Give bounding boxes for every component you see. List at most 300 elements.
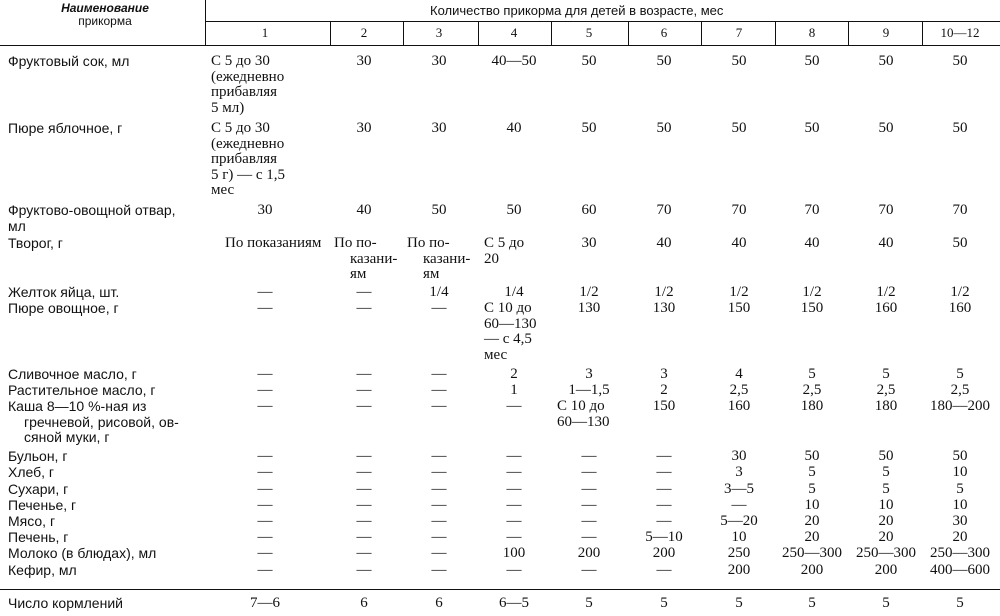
table-cell xyxy=(772,121,852,137)
table-cell-line: — xyxy=(257,448,273,464)
table-cell xyxy=(549,54,629,70)
table-cell-line: 2 xyxy=(510,366,518,382)
table-cell-line: 250—300 xyxy=(782,545,842,561)
table-cell xyxy=(225,465,305,481)
table-cell xyxy=(846,236,926,252)
table-cell-line: 3—5 xyxy=(724,481,754,497)
table-cell-line: — xyxy=(257,529,273,545)
table-cell xyxy=(920,367,1000,383)
table-cell xyxy=(399,530,479,546)
table-cell xyxy=(624,203,704,219)
footer-label: Число кормлений xyxy=(8,595,123,611)
table-cell-line: 50 xyxy=(804,53,820,69)
table-cell-line: 50 xyxy=(952,448,968,464)
table-cell xyxy=(920,482,1000,498)
table-cell xyxy=(225,449,305,465)
table-cell xyxy=(324,367,404,383)
table-cell xyxy=(549,498,629,514)
table-cell xyxy=(699,285,779,301)
table-cell xyxy=(549,203,629,219)
table-cell xyxy=(699,498,779,514)
table-cell-line: 50 xyxy=(656,120,672,136)
table-cell xyxy=(624,563,704,579)
table-cell xyxy=(920,449,1000,465)
table-cell-line: 150 xyxy=(727,300,751,316)
table-cell-line: — xyxy=(581,529,597,545)
table-cell xyxy=(772,546,852,562)
row-label xyxy=(8,203,176,234)
age-column-divider xyxy=(551,21,552,45)
table-cell-line: 20 xyxy=(878,513,894,529)
table-cell-line: 100 xyxy=(502,545,526,561)
table-cell xyxy=(920,121,1000,137)
column-header-name-line1: Наименование xyxy=(61,1,149,15)
age-column-header: 5 xyxy=(585,25,593,40)
row-label-line: Желток яйца, шт. xyxy=(8,284,120,300)
table-cell xyxy=(549,465,629,481)
table-cell-line: — xyxy=(257,497,273,513)
table-cell xyxy=(920,514,1000,530)
table-cell-line: 20 xyxy=(804,529,820,545)
table-cell xyxy=(225,546,305,562)
table-cell xyxy=(846,367,926,383)
table-cell-line: — xyxy=(506,497,522,513)
table-cell xyxy=(324,399,404,415)
table-cell xyxy=(557,399,610,430)
table-cell-line: 2,5 xyxy=(802,382,822,398)
table-cell xyxy=(399,482,479,498)
table-cell-line: 5 xyxy=(882,464,890,480)
table-cell-line: ям xyxy=(350,266,367,282)
row-label-line: Мясо, г xyxy=(8,513,56,529)
table-cell-line: — xyxy=(431,497,447,513)
table-cell xyxy=(324,383,404,399)
table-cell xyxy=(324,285,404,301)
table-cell-line: — xyxy=(506,562,522,578)
table-cell-line: прибавляя xyxy=(211,84,278,100)
table-cell-line: — xyxy=(656,562,672,578)
table-cell xyxy=(225,482,305,498)
table-cell xyxy=(399,203,479,219)
table-cell-line: 130 xyxy=(577,300,601,316)
table-cell xyxy=(225,235,322,252)
table-cell xyxy=(624,301,704,317)
table-cell-line: 160 xyxy=(727,398,751,414)
table-cell-line: 40 xyxy=(804,235,820,251)
table-cell-line: 1/2 xyxy=(950,284,970,300)
table-cell-line: 180 xyxy=(800,398,824,414)
table-cell-line: — xyxy=(257,464,273,480)
table-cell xyxy=(772,563,852,579)
table-cell xyxy=(399,383,479,399)
table-cell-line: — xyxy=(431,529,447,545)
table-cell xyxy=(474,482,554,498)
table-cell xyxy=(920,546,1000,562)
table-cell-line: — xyxy=(581,481,597,497)
table-cell xyxy=(324,203,404,219)
table-cell-line: 60—130 xyxy=(484,315,537,332)
table-cell xyxy=(846,465,926,481)
table-cell-line: 50 xyxy=(878,120,894,136)
row-label xyxy=(8,383,156,399)
table-cell-line: — xyxy=(581,497,597,513)
table-cell-line: — xyxy=(356,284,372,300)
table-cell xyxy=(399,449,479,465)
table-cell-line: — xyxy=(257,284,273,300)
table-cell-line: 50 xyxy=(804,448,820,464)
table-cell-line: — xyxy=(506,398,522,414)
table-cell xyxy=(474,383,554,399)
table-cell-line: — xyxy=(506,464,522,480)
table-cell xyxy=(324,54,404,70)
table-cell-line: 5 xyxy=(882,481,890,497)
table-cell xyxy=(699,449,779,465)
table-cell xyxy=(920,54,1000,70)
table-cell xyxy=(699,399,779,415)
age-column-header: 7 xyxy=(735,25,743,40)
age-column-divider xyxy=(628,21,629,45)
table-cell-line: 10 xyxy=(878,497,894,513)
table-cell-line: — xyxy=(257,513,273,529)
age-column-divider xyxy=(848,21,849,45)
table-cell-line: 200 xyxy=(652,545,676,561)
age-column-header: 3 xyxy=(435,25,443,40)
table-cell-line: 50 xyxy=(731,120,747,136)
row-label-line: Бульон, г xyxy=(8,448,68,464)
table-cell xyxy=(225,367,305,383)
table-cell xyxy=(324,498,404,514)
table-cell xyxy=(699,465,779,481)
table-cell xyxy=(484,301,537,363)
footer-cell: 5 xyxy=(585,595,593,611)
row-label-line: сяной муки, г xyxy=(24,429,110,445)
table-cell-line: — xyxy=(257,481,273,497)
table-cell xyxy=(624,482,704,498)
table-cell-line: 40 xyxy=(878,235,894,251)
footer-cell: 6 xyxy=(435,595,443,611)
table-cell-line: — xyxy=(257,398,273,414)
table-cell-line: 50 xyxy=(804,120,820,136)
table-cell-line: 200 xyxy=(800,562,824,578)
table-cell-line: 30 xyxy=(431,120,447,136)
table-cell xyxy=(624,121,704,137)
table-cell xyxy=(324,482,404,498)
table-cell-line: 40—50 xyxy=(491,53,537,69)
table-cell-line: прибавляя xyxy=(211,151,278,167)
table-cell-line: ям xyxy=(423,266,440,282)
table-cell-line: — xyxy=(581,448,597,464)
table-cell xyxy=(549,285,629,301)
table-cell xyxy=(484,236,524,267)
table-cell-line: 3 xyxy=(735,464,743,480)
table-cell-line: — xyxy=(356,300,372,316)
table-cell-line: 50 xyxy=(952,53,968,69)
table-cell-line: 10 xyxy=(952,464,968,480)
table-cell xyxy=(399,465,479,481)
table-cell-line: — xyxy=(356,398,372,414)
age-column-divider xyxy=(701,21,702,45)
table-cell xyxy=(920,236,1000,252)
table-cell xyxy=(846,285,926,301)
table-cell-line: 250—300 xyxy=(856,545,916,561)
row-label-line: Кефир, мл xyxy=(8,562,77,578)
table-cell-line: — xyxy=(581,513,597,529)
table-cell xyxy=(920,530,1000,546)
table-cell-line: — xyxy=(431,382,447,398)
table-cell-line: 250—300 xyxy=(930,545,990,561)
table-cell-line: — xyxy=(257,562,273,578)
table-cell-line: С 5 до xyxy=(484,235,525,251)
table-cell xyxy=(324,563,404,579)
table-cell-line: — xyxy=(431,448,447,464)
table-cell-line: 50 xyxy=(431,202,447,218)
table-cell-line: 60 xyxy=(581,202,597,218)
row-label xyxy=(8,514,55,530)
age-column-header: 9 xyxy=(882,25,890,40)
table-cell-line: — xyxy=(581,562,597,578)
footer-cell: 5 xyxy=(808,595,816,611)
row-label xyxy=(8,236,63,252)
table-cell-line: 50 xyxy=(656,53,672,69)
table-cell xyxy=(772,383,852,399)
table-cell xyxy=(699,563,779,579)
table-cell-line: 5—20 xyxy=(720,513,758,529)
table-cell xyxy=(624,514,704,530)
table-cell-line: 70 xyxy=(804,202,820,218)
table-cell xyxy=(324,449,404,465)
table-cell-line: — xyxy=(356,545,372,561)
footer-cell: 6—5 xyxy=(499,595,529,611)
table-cell xyxy=(846,498,926,514)
table-cell xyxy=(846,301,926,317)
table-cell xyxy=(846,514,926,530)
table-cell-line: 10 xyxy=(731,529,747,545)
table-cell-line: — xyxy=(431,545,447,561)
table-cell-line: 30 xyxy=(356,53,372,69)
table-cell xyxy=(399,563,479,579)
table-cell xyxy=(549,482,629,498)
age-column-divider xyxy=(330,21,331,45)
table-cell xyxy=(407,236,470,283)
row-label xyxy=(8,465,54,481)
table-cell-line: — xyxy=(506,448,522,464)
table-cell-line: — с 4,5 xyxy=(484,331,532,347)
table-cell xyxy=(399,121,479,137)
table-cell-line: — xyxy=(506,529,522,545)
table-cell xyxy=(324,465,404,481)
row-label xyxy=(8,399,179,446)
table-cell-line: 10 xyxy=(804,497,820,513)
table-cell-line: 20 xyxy=(878,529,894,545)
header-bottom-rule xyxy=(0,45,1000,46)
table-cell xyxy=(549,236,629,252)
table-cell-line: 1/2 xyxy=(579,284,599,300)
table-cell xyxy=(846,399,926,415)
table-cell xyxy=(772,203,852,219)
table-cell-line: 160 xyxy=(948,300,972,316)
table-cell-line: 2 xyxy=(660,382,668,398)
table-cell xyxy=(772,449,852,465)
table-cell-line: — xyxy=(431,366,447,382)
table-cell xyxy=(846,482,926,498)
table-cell-line: (ежедневно xyxy=(211,135,285,152)
table-cell xyxy=(474,285,554,301)
column-header-name-line2: прикорма xyxy=(78,14,132,28)
table-cell xyxy=(920,285,1000,301)
table-cell xyxy=(699,301,779,317)
table-cell xyxy=(772,399,852,415)
table-cell-line: 50 xyxy=(581,120,597,136)
row-label xyxy=(8,301,119,317)
row-label xyxy=(8,530,68,546)
table-cell xyxy=(699,546,779,562)
table-cell xyxy=(211,121,285,199)
table-cell-line: С 10 до xyxy=(557,398,605,414)
table-cell xyxy=(920,383,1000,399)
age-column-header: 8 xyxy=(808,25,816,40)
table-cell xyxy=(920,301,1000,317)
table-cell xyxy=(399,54,479,70)
footer-cell: 5 xyxy=(735,595,743,611)
table-cell-line: 5 xyxy=(808,464,816,480)
row-label-line: Печень, г xyxy=(8,529,69,545)
age-column-divider xyxy=(922,21,923,45)
table-cell-line: С 5 до 30 xyxy=(211,53,270,69)
column-header-name xyxy=(40,2,170,28)
table-cell xyxy=(211,54,284,116)
table-cell xyxy=(699,367,779,383)
table-cell xyxy=(699,236,779,252)
table-cell-line: — xyxy=(356,448,372,464)
table-cell-line: 200 xyxy=(727,562,751,578)
table-cell-line: 50 xyxy=(878,448,894,464)
table-cell-line: 200 xyxy=(874,562,898,578)
table-cell xyxy=(846,546,926,562)
table-cell-line: — xyxy=(431,398,447,414)
table-cell xyxy=(549,367,629,383)
row-label xyxy=(8,367,137,383)
table-cell-line: 20 xyxy=(804,513,820,529)
table-cell-line: 2,5 xyxy=(729,382,749,398)
table-cell-line: 150 xyxy=(652,398,676,414)
table-cell xyxy=(624,465,704,481)
table-cell-line: 5 xyxy=(808,366,816,382)
footer-cell: 5 xyxy=(660,595,668,611)
table-cell-line: 1/2 xyxy=(654,284,674,300)
footer-cell: 6 xyxy=(360,595,368,611)
table-cell-line: 50 xyxy=(952,120,968,136)
row-label-line: Печенье, г xyxy=(8,497,77,513)
table-cell-line: мес xyxy=(211,182,235,198)
table-cell-line: — xyxy=(656,513,672,529)
column-header-title: Количество прикорма для детей в возрасте, мес xyxy=(430,3,724,18)
row-label-line: Пюре овощное, г xyxy=(8,300,119,316)
age-column-divider xyxy=(478,21,479,45)
table-cell xyxy=(624,285,704,301)
table-cell-line: 20 xyxy=(952,529,968,545)
table-cell-line: — xyxy=(431,562,447,578)
table-cell-line: — xyxy=(257,545,273,561)
table-cell-line: — xyxy=(431,464,447,480)
table-cell-line: — xyxy=(656,448,672,464)
table-cell-line: 30 xyxy=(431,53,447,69)
row-label xyxy=(8,482,68,498)
table-cell-line: 5 мл) xyxy=(211,99,245,116)
table-cell-line: 50 xyxy=(506,202,522,218)
table-cell-line: — xyxy=(356,497,372,513)
table-cell-line: 70 xyxy=(952,202,968,218)
table-cell xyxy=(772,301,852,317)
table-cell xyxy=(474,530,554,546)
table-cell-line: 5 xyxy=(956,481,964,497)
table-cell xyxy=(225,383,305,399)
table-cell-line: мес xyxy=(484,346,508,363)
table-cell xyxy=(624,546,704,562)
table-cell xyxy=(225,203,305,219)
table-cell-line: 200 xyxy=(577,545,601,561)
age-column-header: 6 xyxy=(660,25,668,40)
table-cell xyxy=(549,121,629,137)
footer-cell: 5 xyxy=(956,595,964,611)
table-cell-line: 50 xyxy=(581,53,597,69)
table-cell xyxy=(225,530,305,546)
table-cell-line: По по- xyxy=(407,235,450,251)
table-cell-line: 70 xyxy=(878,202,894,218)
table-cell-line: 1/2 xyxy=(729,284,749,300)
table-cell xyxy=(699,514,779,530)
table-cell-line: По по- xyxy=(334,235,377,251)
table-cell xyxy=(474,399,554,415)
table-cell-line: — xyxy=(356,464,372,480)
table-cell xyxy=(225,399,305,415)
table-cell xyxy=(920,465,1000,481)
table-cell-line: 3 xyxy=(585,366,593,382)
table-cell xyxy=(225,285,305,301)
table-cell xyxy=(225,498,305,514)
table-cell xyxy=(474,546,554,562)
table-cell xyxy=(324,514,404,530)
table-cell xyxy=(846,203,926,219)
table-cell xyxy=(474,514,554,530)
age-column-header: 4 xyxy=(510,25,518,40)
table-cell-line: — xyxy=(356,382,372,398)
table-cell xyxy=(772,54,852,70)
table-cell xyxy=(399,367,479,383)
table-cell-line: 5 xyxy=(882,366,890,382)
table-top-rule xyxy=(205,21,1000,22)
table-cell xyxy=(474,449,554,465)
table-cell xyxy=(846,121,926,137)
age-column-header: 2 xyxy=(360,25,368,40)
table-cell-line: — xyxy=(356,513,372,529)
table-cell xyxy=(225,301,305,317)
table-cell xyxy=(334,236,397,283)
table-cell xyxy=(549,530,629,546)
table-cell xyxy=(920,399,1000,415)
table-cell xyxy=(772,236,852,252)
table-cell xyxy=(624,399,704,415)
table-cell xyxy=(474,465,554,481)
table-cell-line: 70 xyxy=(731,202,747,218)
row-label-line: Фруктовый сок, мл xyxy=(8,53,130,69)
table-cell xyxy=(846,563,926,579)
table-cell xyxy=(624,383,704,399)
table-cell-line: — xyxy=(656,464,672,480)
table-cell xyxy=(225,514,305,530)
table-cell-line: 3 xyxy=(660,366,668,382)
table-cell-line: 70 xyxy=(656,202,672,218)
table-cell-line: 5 xyxy=(956,366,964,382)
